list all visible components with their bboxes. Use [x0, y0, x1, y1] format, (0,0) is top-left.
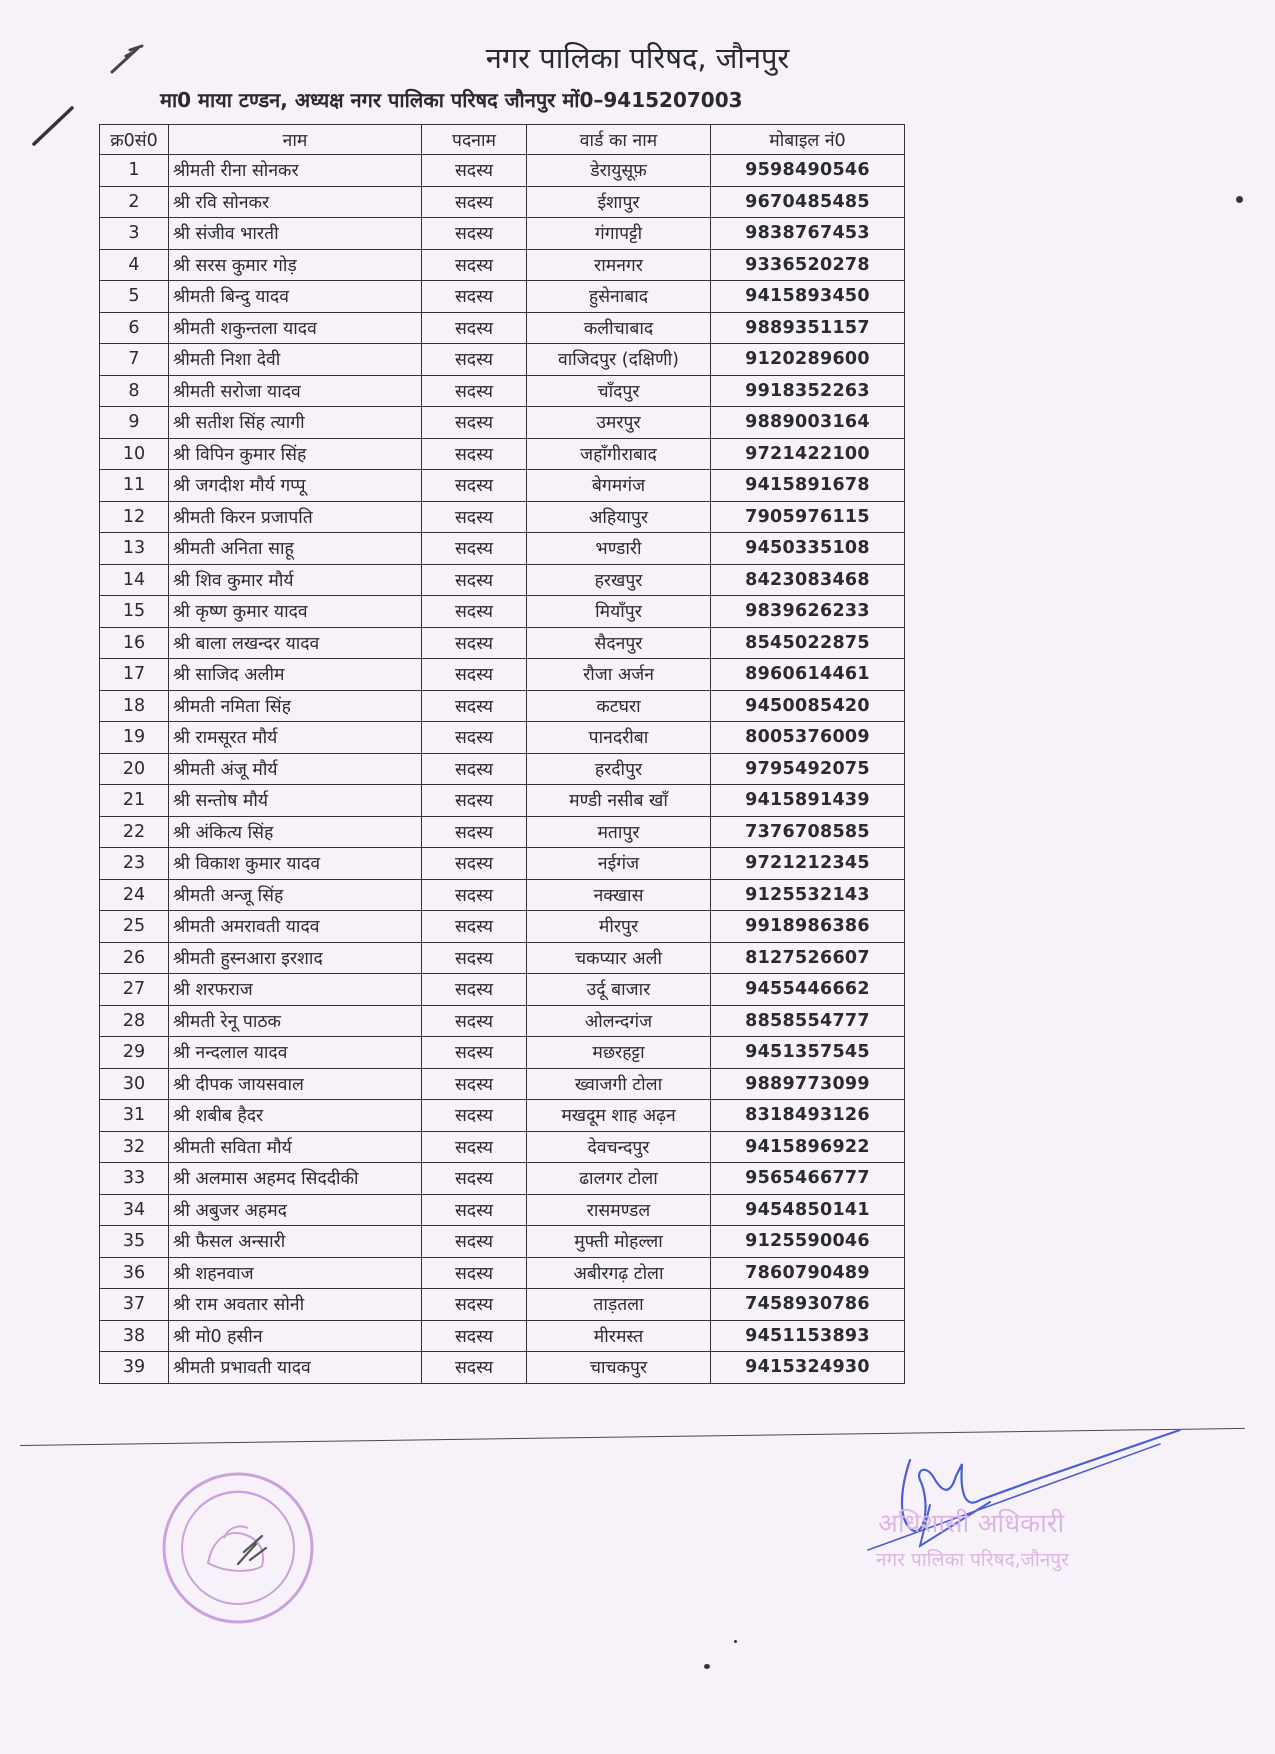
cell-member-name: श्री रामसूरत मौर्य	[169, 722, 422, 754]
cell-mobile-number: 9795492075	[711, 753, 905, 785]
cell-mobile-number: 7458930786	[711, 1289, 905, 1321]
cell-mobile-number: 8127526607	[711, 942, 905, 974]
cell-serial: 23	[100, 848, 169, 880]
cell-member-name: श्री सन्तोष मौर्य	[169, 785, 422, 817]
cell-serial: 33	[100, 1163, 169, 1195]
cell-ward-name: मीरपुर	[527, 911, 711, 943]
cell-mobile-number: 8858554777	[711, 1005, 905, 1037]
cell-designation: सदस्य	[422, 690, 527, 722]
table-row	[100, 659, 905, 691]
cell-designation: सदस्य	[422, 281, 527, 313]
cell-designation: सदस्य	[422, 753, 527, 785]
table-row	[100, 1194, 905, 1226]
cell-member-name: श्री दीपक जायसवाल	[169, 1068, 422, 1100]
cell-ward-name: रौजा अर्जन	[527, 659, 711, 691]
cell-designation: सदस्य	[422, 438, 527, 470]
cell-ward-name: कटघरा	[527, 690, 711, 722]
column-header-designation: पदनाम	[422, 125, 527, 155]
pen-stroke-icon	[30, 100, 80, 150]
cell-designation: सदस्य	[422, 911, 527, 943]
cell-ward-name: हुसेनाबाद	[527, 281, 711, 313]
cell-ward-name: ढालगर टोला	[527, 1163, 711, 1195]
table-row	[100, 186, 905, 218]
cell-member-name: श्री शबीब हैदर	[169, 1100, 422, 1132]
cell-serial: 30	[100, 1068, 169, 1100]
cell-mobile-number: 9455446662	[711, 974, 905, 1006]
table-row	[100, 312, 905, 344]
cell-ward-name: देवचन्दपुर	[527, 1131, 711, 1163]
dust-speck	[734, 1640, 737, 1643]
cell-ward-name: हरखपुर	[527, 564, 711, 596]
cell-mobile-number: 9721422100	[711, 438, 905, 470]
cell-ward-name: उर्दू बाजार	[527, 974, 711, 1006]
table-row	[100, 533, 905, 565]
cell-mobile-number: 9918352263	[711, 375, 905, 407]
table-row	[100, 1037, 905, 1069]
stamp-subtitle: नगर पालिका परिषद,जौनपुर	[876, 1549, 1069, 1571]
cell-ward-name: कलीचाबाद	[527, 312, 711, 344]
cell-serial: 26	[100, 942, 169, 974]
cell-ward-name: डेरायुसूफ़	[527, 155, 711, 187]
cell-designation: सदस्य	[422, 1068, 527, 1100]
cell-designation: सदस्य	[422, 879, 527, 911]
cell-ward-name: चाचकपुर	[527, 1352, 711, 1384]
cell-member-name: श्री मो0 हसीन	[169, 1320, 422, 1352]
cell-serial: 18	[100, 690, 169, 722]
cell-serial: 36	[100, 1257, 169, 1289]
cell-serial: 29	[100, 1037, 169, 1069]
cell-designation: सदस्य	[422, 1257, 527, 1289]
cell-designation: सदस्य	[422, 816, 527, 848]
cell-member-name: श्री विपिन कुमार सिंह	[169, 438, 422, 470]
cell-ward-name: हरदीपुर	[527, 753, 711, 785]
cell-designation: सदस्य	[422, 564, 527, 596]
cell-serial: 19	[100, 722, 169, 754]
table-row	[100, 627, 905, 659]
cell-member-name: श्रीमती शकुन्तला यादव	[169, 312, 422, 344]
cell-mobile-number: 9918986386	[711, 911, 905, 943]
table-row	[100, 722, 905, 754]
cell-mobile-number: 9336520278	[711, 249, 905, 281]
cell-member-name: श्री संजीव भारती	[169, 218, 422, 250]
cell-designation: सदस्य	[422, 186, 527, 218]
cell-ward-name: उमरपुर	[527, 407, 711, 439]
page-title: नगर पालिका परिषद, जौनपुर	[485, 41, 790, 75]
cell-designation: सदस्य	[422, 942, 527, 974]
cell-member-name: श्री राम अवतार सोनी	[169, 1289, 422, 1321]
table-row	[100, 1289, 905, 1321]
cell-designation: सदस्य	[422, 1037, 527, 1069]
cell-mobile-number: 9451153893	[711, 1320, 905, 1352]
table-row	[100, 1352, 905, 1384]
cell-ward-name: ओलन्दगंज	[527, 1005, 711, 1037]
cell-member-name: श्रीमती बिन्दु यादव	[169, 281, 422, 313]
cell-member-name: श्रीमती किरन प्रजापति	[169, 501, 422, 533]
municipal-seal	[158, 1468, 318, 1628]
cell-serial: 27	[100, 974, 169, 1006]
table-header-row	[100, 125, 905, 155]
cell-ward-name: रासमण्डल	[527, 1194, 711, 1226]
cell-designation: सदस्य	[422, 848, 527, 880]
table-row	[100, 1320, 905, 1352]
table-row	[100, 155, 905, 187]
cell-designation: सदस्य	[422, 627, 527, 659]
cell-serial: 3	[100, 218, 169, 250]
cell-serial: 25	[100, 911, 169, 943]
members-table	[99, 124, 905, 1384]
cell-mobile-number: 8423083468	[711, 564, 905, 596]
cell-mobile-number: 9125590046	[711, 1226, 905, 1258]
cell-mobile-number: 9598490546	[711, 155, 905, 187]
cell-member-name: श्री बाला लखन्दर यादव	[169, 627, 422, 659]
cell-mobile-number: 7905976115	[711, 501, 905, 533]
cell-member-name: श्रीमती अमरावती यादव	[169, 911, 422, 943]
table-row	[100, 407, 905, 439]
cell-member-name: श्री कृष्ण कुमार यादव	[169, 596, 422, 628]
cell-ward-name: मखदूम शाह अढ़न	[527, 1100, 711, 1132]
cell-mobile-number: 9415891439	[711, 785, 905, 817]
cell-serial: 32	[100, 1131, 169, 1163]
cell-member-name: श्रीमती प्रभावती यादव	[169, 1352, 422, 1384]
cell-ward-name: रामनगर	[527, 249, 711, 281]
cell-mobile-number: 9415324930	[711, 1352, 905, 1384]
cell-mobile-number: 9889003164	[711, 407, 905, 439]
table-row	[100, 218, 905, 250]
cell-designation: सदस्य	[422, 1289, 527, 1321]
cell-designation: सदस्य	[422, 249, 527, 281]
cell-serial: 5	[100, 281, 169, 313]
cell-mobile-number: 9565466777	[711, 1163, 905, 1195]
cell-member-name: श्री अलमास अहमद सिददीकी	[169, 1163, 422, 1195]
cell-serial: 24	[100, 879, 169, 911]
cell-ward-name: गंगापट्टी	[527, 218, 711, 250]
cell-serial: 28	[100, 1005, 169, 1037]
cell-serial: 35	[100, 1226, 169, 1258]
dust-speck	[704, 1664, 710, 1669]
cell-member-name: श्रीमती रीना सोनकर	[169, 155, 422, 187]
cell-mobile-number: 9120289600	[711, 344, 905, 376]
cell-member-name: श्री शहनवाज	[169, 1257, 422, 1289]
cell-member-name: श्रीमती रेनू पाठक	[169, 1005, 422, 1037]
cell-mobile-number: 9454850141	[711, 1194, 905, 1226]
cell-designation: सदस्य	[422, 722, 527, 754]
cell-member-name: श्रीमती सविता मौर्य	[169, 1131, 422, 1163]
cell-mobile-number: 8960614461	[711, 659, 905, 691]
cell-designation: सदस्य	[422, 1194, 527, 1226]
cell-member-name: श्रीमती नमिता सिंह	[169, 690, 422, 722]
cell-ward-name: नक्खास	[527, 879, 711, 911]
cell-mobile-number: 9415891678	[711, 470, 905, 502]
cell-serial: 12	[100, 501, 169, 533]
cell-ward-name: ख्वाजगी टोला	[527, 1068, 711, 1100]
cell-serial: 11	[100, 470, 169, 502]
table-row	[100, 1068, 905, 1100]
cell-ward-name: चकप्यार अली	[527, 942, 711, 974]
column-header-mobile: मोबाइल नं0	[711, 125, 905, 155]
cell-member-name: श्री रवि सोनकर	[169, 186, 422, 218]
cell-ward-name: वाजिदपुर (दक्षिणी)	[527, 344, 711, 376]
cell-designation: सदस्य	[422, 533, 527, 565]
table-row	[100, 785, 905, 817]
cell-member-name: श्री विकाश कुमार यादव	[169, 848, 422, 880]
cell-designation: सदस्य	[422, 218, 527, 250]
cell-serial: 21	[100, 785, 169, 817]
table-row	[100, 848, 905, 880]
cell-ward-name: भण्डारी	[527, 533, 711, 565]
cell-designation: सदस्य	[422, 1131, 527, 1163]
cell-designation: सदस्य	[422, 1320, 527, 1352]
cell-ward-name: अबीरगढ़ टोला	[527, 1257, 711, 1289]
cell-ward-name: मीरमस्त	[527, 1320, 711, 1352]
cell-designation: सदस्य	[422, 1163, 527, 1195]
cell-mobile-number: 9721212345	[711, 848, 905, 880]
cell-mobile-number: 8318493126	[711, 1100, 905, 1132]
cell-serial: 15	[100, 596, 169, 628]
table-row	[100, 690, 905, 722]
cell-serial: 17	[100, 659, 169, 691]
cell-ward-name: मतापुर	[527, 816, 711, 848]
dust-speck	[1236, 196, 1243, 203]
cell-serial: 6	[100, 312, 169, 344]
table-row	[100, 1131, 905, 1163]
cell-member-name: श्री नन्दलाल यादव	[169, 1037, 422, 1069]
table-row	[100, 375, 905, 407]
cell-mobile-number: 8545022875	[711, 627, 905, 659]
table-row	[100, 281, 905, 313]
cell-mobile-number: 7376708585	[711, 816, 905, 848]
cell-ward-name: ताड़तला	[527, 1289, 711, 1321]
cell-serial: 14	[100, 564, 169, 596]
cell-member-name: श्रीमती अंजू मौर्य	[169, 753, 422, 785]
cell-designation: सदस्य	[422, 312, 527, 344]
cell-serial: 34	[100, 1194, 169, 1226]
cell-member-name: श्री शिव कुमार मौर्य	[169, 564, 422, 596]
cell-member-name: श्री जगदीश मौर्य गप्पू	[169, 470, 422, 502]
cell-serial: 4	[100, 249, 169, 281]
table-row	[100, 974, 905, 1006]
cell-designation: सदस्य	[422, 1100, 527, 1132]
cell-member-name: श्री सतीश सिंह त्यागी	[169, 407, 422, 439]
cell-mobile-number: 9415896922	[711, 1131, 905, 1163]
table-row	[100, 1226, 905, 1258]
cell-serial: 2	[100, 186, 169, 218]
table-row	[100, 1257, 905, 1289]
table-row	[100, 911, 905, 943]
cell-member-name: श्री सरस कुमार गोड़	[169, 249, 422, 281]
table-row	[100, 501, 905, 533]
table-row	[100, 1100, 905, 1132]
cell-ward-name: मछरहट्टा	[527, 1037, 711, 1069]
cell-ward-name: पानदरीबा	[527, 722, 711, 754]
table-row	[100, 1163, 905, 1195]
table-row	[100, 1005, 905, 1037]
cell-designation: सदस्य	[422, 407, 527, 439]
table-row	[100, 879, 905, 911]
cell-mobile-number: 9450085420	[711, 690, 905, 722]
cell-designation: सदस्य	[422, 1352, 527, 1384]
table-row	[100, 438, 905, 470]
cell-member-name: श्रीमती अनिता साहू	[169, 533, 422, 565]
cell-member-name: श्री अंकित्य सिंह	[169, 816, 422, 848]
cell-serial: 9	[100, 407, 169, 439]
cell-mobile-number: 9889351157	[711, 312, 905, 344]
cell-serial: 16	[100, 627, 169, 659]
page-subtitle: मा0 माया टण्डन, अध्यक्ष नगर पालिका परिषद जौनपुर मों0–9415207003	[160, 88, 743, 112]
cell-member-name: श्री शरफराज	[169, 974, 422, 1006]
cell-mobile-number: 9839626233	[711, 596, 905, 628]
cell-designation: सदस्य	[422, 974, 527, 1006]
cell-ward-name: अहियापुर	[527, 501, 711, 533]
cell-serial: 10	[100, 438, 169, 470]
cell-ward-name: मण्डी नसीब खाँ	[527, 785, 711, 817]
cell-mobile-number: 7860790489	[711, 1257, 905, 1289]
table-row	[100, 816, 905, 848]
table-row	[100, 753, 905, 785]
cell-ward-name: जहाँगीराबाद	[527, 438, 711, 470]
cell-serial: 38	[100, 1320, 169, 1352]
cell-mobile-number: 9125532143	[711, 879, 905, 911]
cell-ward-name: मियाँपुर	[527, 596, 711, 628]
cell-ward-name: ईशापुर	[527, 186, 711, 218]
table-row	[100, 564, 905, 596]
cell-member-name: श्रीमती सरोजा यादव	[169, 375, 422, 407]
cell-serial: 22	[100, 816, 169, 848]
cell-designation: सदस्य	[422, 596, 527, 628]
cell-designation: सदस्य	[422, 344, 527, 376]
cell-serial: 1	[100, 155, 169, 187]
cell-mobile-number: 9451357545	[711, 1037, 905, 1069]
cell-designation: सदस्य	[422, 659, 527, 691]
cell-ward-name: मुफ्ती मोहल्ला	[527, 1226, 711, 1258]
table-row	[100, 344, 905, 376]
cell-designation: सदस्य	[422, 375, 527, 407]
stamp-title: अधिशासी अधिकारी	[878, 1509, 1065, 1539]
cell-mobile-number: 9838767453	[711, 218, 905, 250]
table-row	[100, 249, 905, 281]
cell-ward-name: चाँदपुर	[527, 375, 711, 407]
cell-serial: 13	[100, 533, 169, 565]
cell-ward-name: बेगमगंज	[527, 470, 711, 502]
cell-designation: सदस्य	[422, 155, 527, 187]
cell-member-name: श्रीमती अन्जू सिंह	[169, 879, 422, 911]
cell-member-name: श्री साजिद अलीम	[169, 659, 422, 691]
cell-serial: 37	[100, 1289, 169, 1321]
cell-serial: 39	[100, 1352, 169, 1384]
table-row	[100, 596, 905, 628]
cell-mobile-number: 9415893450	[711, 281, 905, 313]
column-header-name: नाम	[169, 125, 422, 155]
cell-mobile-number: 9889773099	[711, 1068, 905, 1100]
cell-serial: 31	[100, 1100, 169, 1132]
cell-designation: सदस्य	[422, 1005, 527, 1037]
cell-mobile-number: 8005376009	[711, 722, 905, 754]
cell-serial: 7	[100, 344, 169, 376]
cell-member-name: श्री अबुजर अहमद	[169, 1194, 422, 1226]
cell-mobile-number: 9450335108	[711, 533, 905, 565]
cell-designation: सदस्य	[422, 501, 527, 533]
cell-designation: सदस्य	[422, 470, 527, 502]
cell-serial: 8	[100, 375, 169, 407]
cell-designation: सदस्य	[422, 785, 527, 817]
cell-ward-name: सैदनपुर	[527, 627, 711, 659]
cell-serial: 20	[100, 753, 169, 785]
column-header-serial: क्र0सं0	[100, 125, 169, 155]
cell-member-name: श्री फैसल अन्सारी	[169, 1226, 422, 1258]
cell-member-name: श्रीमती हुस्नआरा इरशाद	[169, 942, 422, 974]
cell-mobile-number: 9670485485	[711, 186, 905, 218]
column-header-ward: वार्ड का नाम	[527, 125, 711, 155]
cell-ward-name: नईगंज	[527, 848, 711, 880]
cell-member-name: श्रीमती निशा देवी	[169, 344, 422, 376]
table-row	[100, 942, 905, 974]
officer-signature	[860, 1430, 1190, 1590]
table-row	[100, 470, 905, 502]
cell-designation: सदस्य	[422, 1226, 527, 1258]
